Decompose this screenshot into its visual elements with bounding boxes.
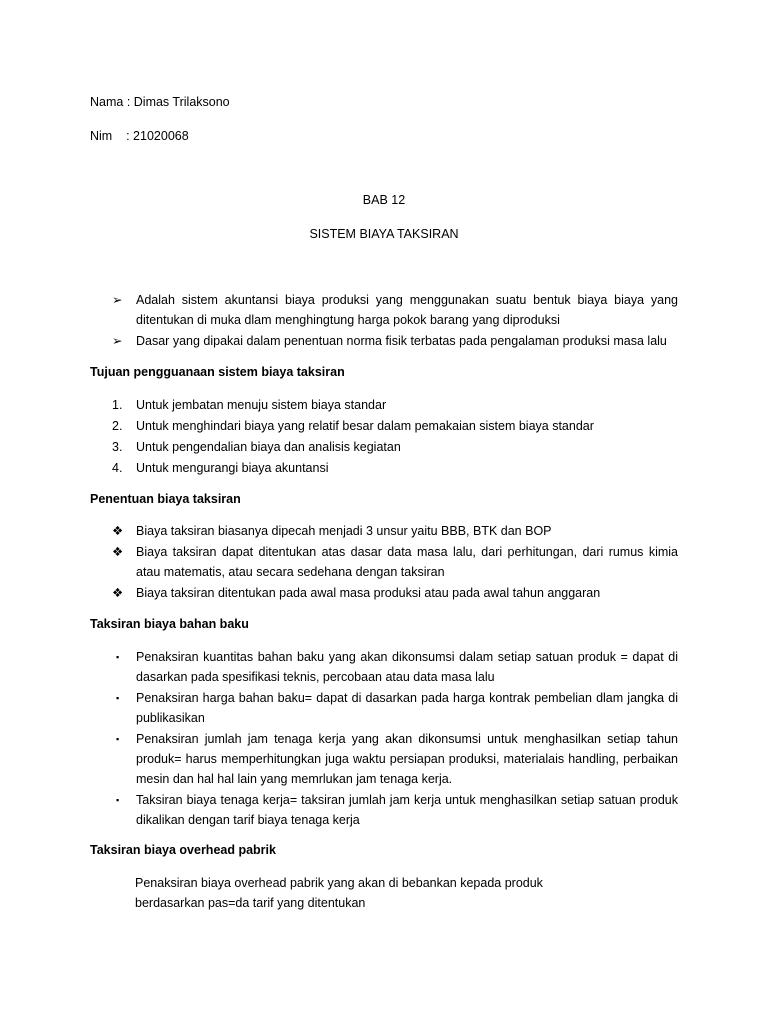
section-heading-tujuan: Tujuan pengguanaan sistem biaya taksiran	[90, 365, 345, 379]
document-title: SISTEM BIAYA TAKSIRAN	[309, 227, 459, 241]
square-bullet-icon: ▪	[116, 734, 120, 744]
arrow-bullet-icon: ➢	[112, 293, 123, 307]
diamond-bullet-icon: ❖	[112, 586, 124, 600]
square-bullet-icon: ▪	[116, 652, 120, 662]
list-item: ▪ Penaksiran jumlah jam tenaga kerja yang akan dikonsumsi untuk menghasilkan setiap tahun produk= harus memperhitungkan juga waktu persiapan produksi, materialais handling, perbaikan mesin dan hal hal lain yang memrlukan jam tenaga kerja.	[112, 729, 678, 789]
section-heading-penentuan: Penentuan biaya taksiran	[90, 492, 241, 506]
square-bullet-icon: ▪	[116, 693, 120, 703]
intro-list	[112, 290, 678, 352]
student-nim: Nim : 21020068	[90, 129, 189, 143]
list-item: ➢ Adalah sistem akuntansi biaya produksi yang menggunakan suatu bentuk biaya biaya yang ditentukan di muka dlam menghingtung harga pokok barang yang diproduksi	[112, 290, 678, 330]
bahan-baku-list	[112, 647, 678, 831]
list-item: 1. Untuk jembatan menuju sistem biaya standar	[112, 398, 387, 412]
overhead-paragraph-line: berdasarkan pas=da tarif yang ditentukan	[135, 896, 366, 910]
list-item: ▪ Taksiran biaya tenaga kerja= taksiran jumlah jam kerja untuk menghasilkan setiap satuan produk dikalikan dengan tarif biaya tenaga kerja	[112, 790, 678, 830]
section-heading-bahan-baku: Taksiran biaya bahan baku	[90, 617, 249, 631]
list-item: 4. Untuk mengurangi biaya akuntansi	[112, 461, 329, 475]
student-name: Nama : Dimas Trilaksono	[90, 95, 230, 109]
list-item: 3. Untuk pengendalian biaya dan analisis kegiatan	[112, 440, 401, 454]
list-item: ▪ Penaksiran kuantitas bahan baku yang akan dikonsumsi dalam setiap satuan produk = dapat di dasarkan pada spesifikasi teknis, percobaan atau data masa lalu	[112, 647, 678, 687]
section-heading-overhead: Taksiran biaya overhead pabrik	[90, 843, 276, 857]
list-item: ❖ Biaya taksiran ditentukan pada awal masa produksi atau pada awal tahun anggaran	[112, 583, 678, 603]
arrow-bullet-icon: ➢	[112, 334, 123, 348]
chapter-title: BAB 12	[362, 193, 406, 207]
list-item: 2. Untuk menghindari biaya yang relatif besar dalam pemakaian sistem biaya standar	[112, 419, 594, 433]
diamond-bullet-icon: ❖	[112, 545, 124, 559]
penentuan-list	[112, 521, 678, 604]
diamond-bullet-icon: ❖	[112, 524, 124, 538]
overhead-paragraph-line: Penaksiran biaya overhead pabrik yang akan di bebankan kepada produk	[135, 876, 543, 890]
list-item: ▪ Penaksiran harga bahan baku= dapat di dasarkan pada harga kontrak pembelian dlam jangka di publikasikan	[112, 688, 678, 728]
list-item: ❖ Biaya taksiran biasanya dipecah menjadi 3 unsur yaitu BBB, BTK dan BOP	[112, 521, 678, 541]
square-bullet-icon: ▪	[116, 795, 120, 805]
list-item: ❖ Biaya taksiran dapat ditentukan atas dasar data masa lalu, dari perhitungan, dari rumus kimia atau matematis, atau secara sedehana dengan taksiran	[112, 542, 678, 582]
tujuan-list	[112, 395, 678, 479]
list-item: ➢ Dasar yang dipakai dalam penentuan norma fisik terbatas pada pengalaman produksi masa lalu	[112, 331, 678, 351]
